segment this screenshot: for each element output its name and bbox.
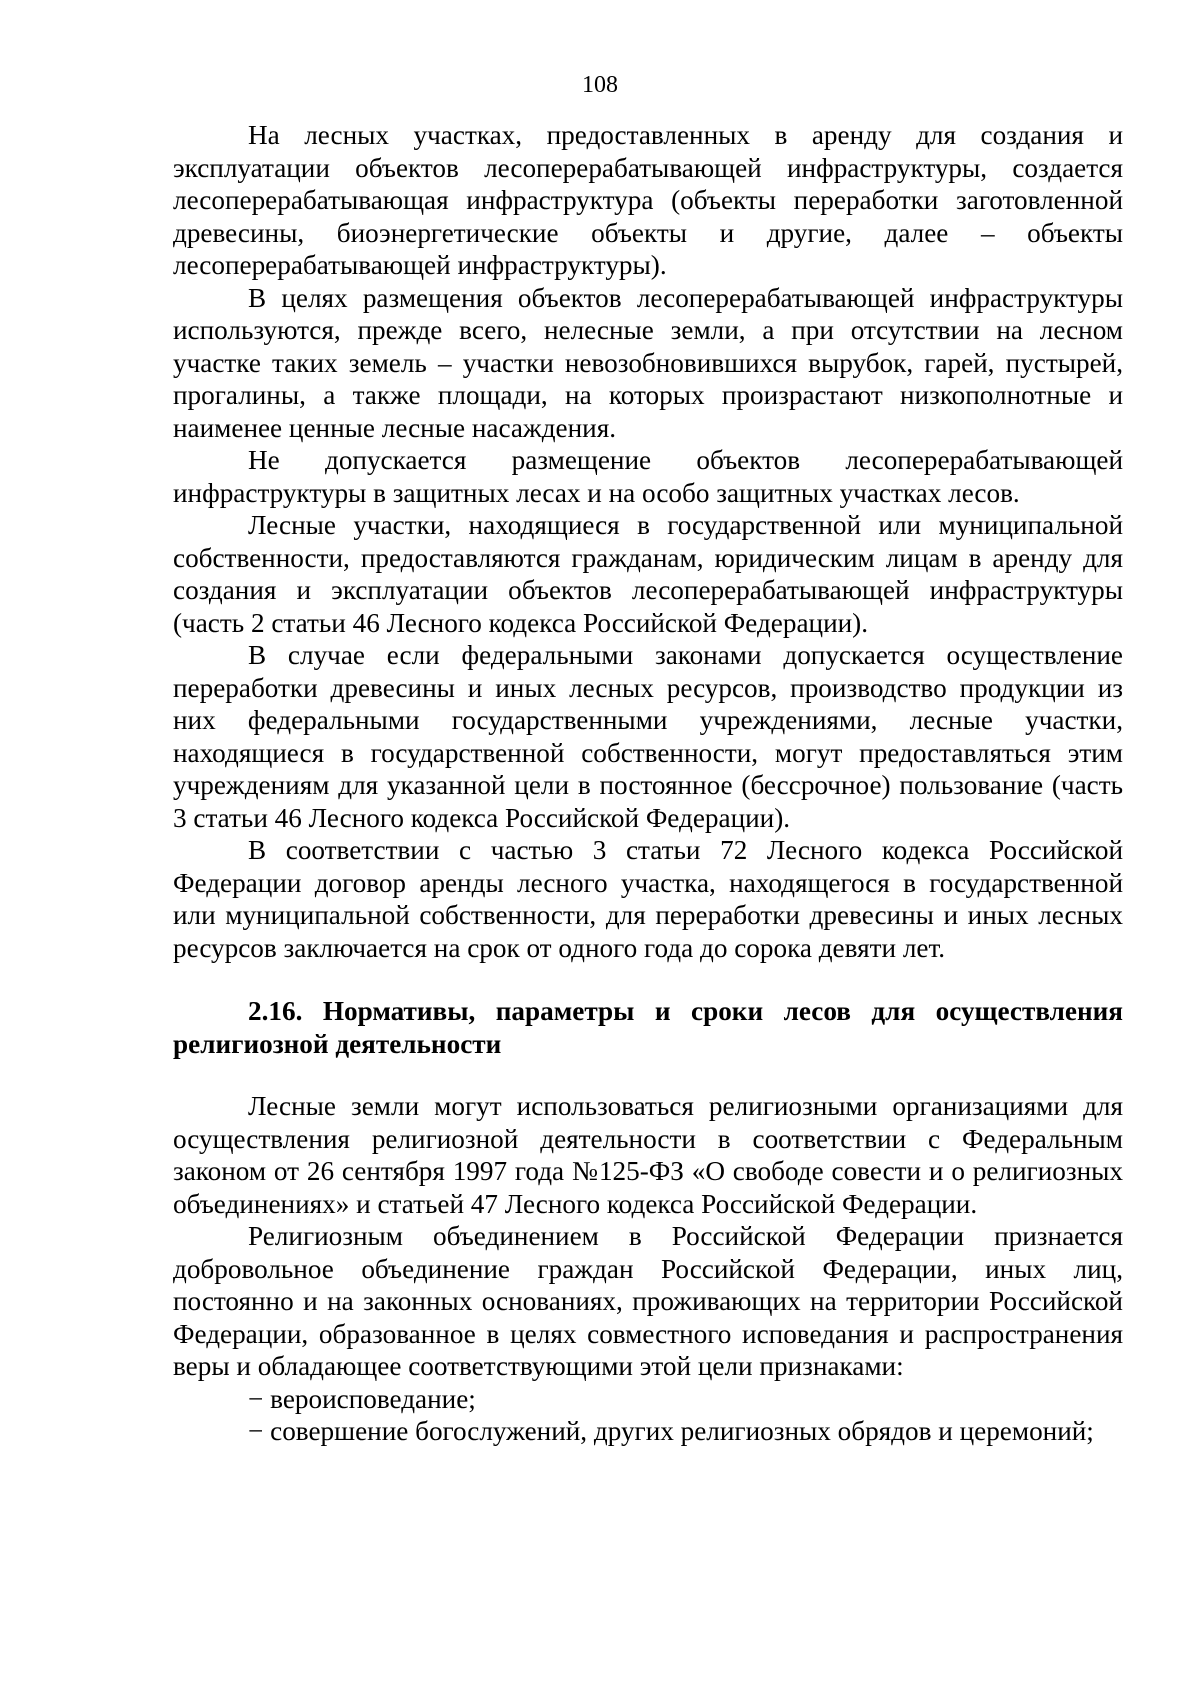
section-heading: 2.16. Нормативы, параметры и сроки лесов для осуществления религиозной деятельности (173, 996, 1123, 1059)
heading-spacer (173, 1060, 1123, 1090)
paragraph-lease-provision: Лесные участки, находящиеся в государственной или муниципальной собственности, предоставляются гражданам, юридическим лицам в аренду для создания и эксплуатации объектов лесоперерабатывающей инфраструктуры (часть 2 статьи 46 Лесного кодекса Российской Федерации). (173, 510, 1123, 638)
list-item (173, 1415, 1123, 1448)
paragraph-forest-processing-infrastructure: На лесных участках, предоставленных в аренду для создания и эксплуатации объектов лесоперерабатывающей инфраструктуры, создается лесоперерабатывающая инфраструктура (объекты переработки заготовленной древесины, биоэнергетические объекты и другие, далее – объекты лесоперерабатывающей инфраструктуры). (173, 120, 1123, 280)
paragraph-placement-restriction: Не допускается размещение объектов лесоперерабатывающей инфраструктуры в защитных лесах и на особо защитных участках лесов. (173, 445, 1123, 508)
paragraph-religious-association-definition: Религиозным объединением в Российской Федерации признается добровольное объединение граждан Российской Федерации, иных лиц, постоянно и на законных основаниях, проживающих на территории Российской Федерации, образованное в целях совместного исповедания и распространения веры и обладающее соответствующими этой цели признаками: (173, 1221, 1123, 1381)
list-item-text: совершение богослужений, других религиозных обрядов и церемоний; (263, 1416, 1094, 1446)
list-dash: − (248, 1416, 264, 1446)
page-content (173, 119, 1123, 1448)
paragraph-placement-of-objects: В целях размещения объектов лесоперерабатывающей инфраструктуры используются, прежде всего, нелесные земли, а при отсутствии на лесном участке таких земель – участки невозобновившихся вырубок, гарей, пустырей, прогалины, а также площади, на которых произрастают низкополнотные и наименее ценные лесные насаждения. (173, 282, 1123, 443)
paragraph-permanent-use: В случае если федеральными законами допускается осуществление переработки древесины и иных лесных ресурсов, производство продукции из них федеральными государственными учреждениями, лесные участки, находящиеся в государственной собственности, могут предоставляться этим учреждениям для указанной цели в постоянное (бессрочное) пользование (часть 3 статьи 46 Лесного кодекса Российской Федерации). (173, 640, 1123, 833)
list-item-text: вероисповедание; (263, 1383, 476, 1414)
paragraph-lease-term: В соответствии с частью 3 статьи 72 Лесного кодекса Российской Федерации договор аренды лесного участка, находящегося в государственной или муниципальной собственности, для переработки древесины и иных лесных ресурсов заключается на срок от одного года до сорока девяти лет. (173, 835, 1123, 963)
list-dash: − (248, 1383, 264, 1414)
paragraph-religious-use: Лесные земли могут использоваться религиозными организациями для осуществления религиозной деятельности в соответствии с Федеральным законом от 26 сентября 1997 года №125-ФЗ «О свободе совести и о религиозных объединениях» и статьей 47 Лесного кодекса Российской Федерации. (173, 1091, 1123, 1219)
page-number: 108 (582, 72, 618, 98)
list-item (173, 1383, 1123, 1416)
